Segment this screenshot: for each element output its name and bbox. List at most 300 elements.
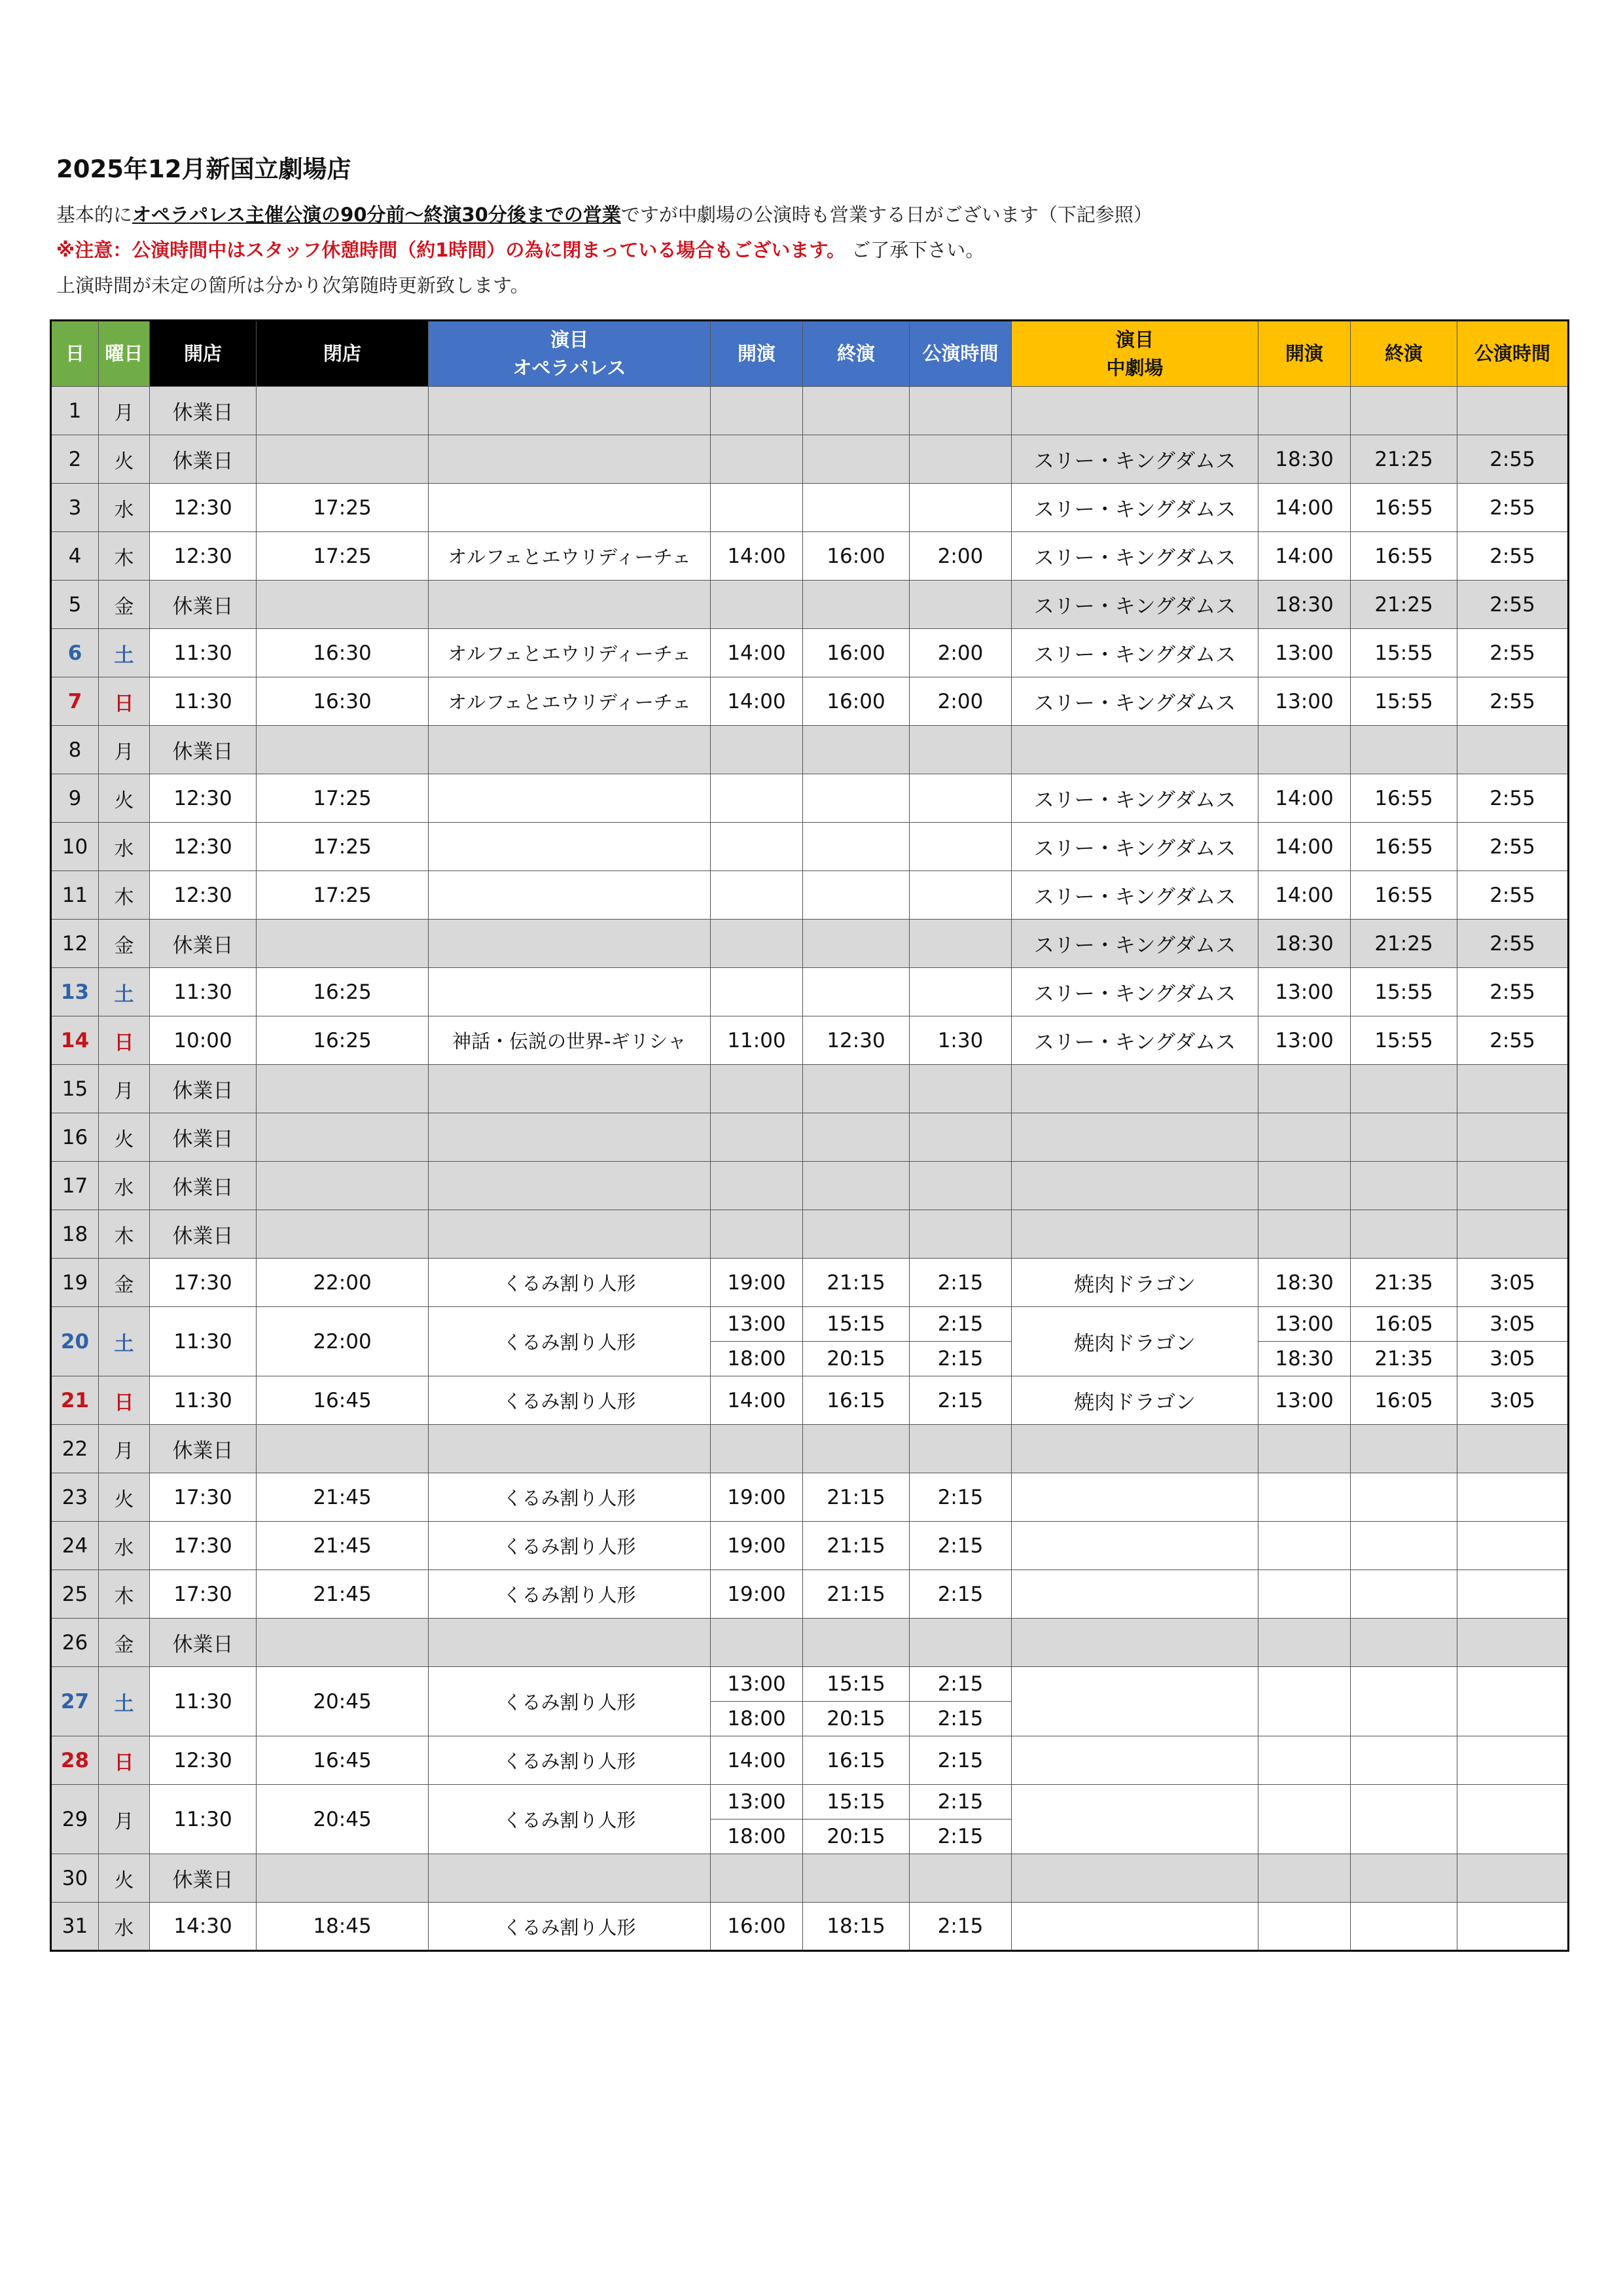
middle-end-cell	[1351, 1425, 1457, 1473]
opera-duration-cell	[910, 968, 1012, 1016]
opera-end-cell: 16:15	[803, 1736, 910, 1785]
middle-start-cell	[1258, 1785, 1351, 1854]
middle-start-cell	[1258, 1570, 1351, 1619]
middle-start-cell	[1258, 1667, 1351, 1736]
middle-program-cell: スリー・キングダムス	[1012, 871, 1258, 920]
close-time-cell: 17:25	[257, 823, 429, 871]
middle-start-cell	[1258, 1425, 1351, 1473]
header-middle-start: 開演	[1258, 321, 1351, 387]
middle-end-cell	[1351, 1570, 1457, 1619]
opera-end-cell	[803, 920, 910, 968]
weekday-cell: 木	[99, 1570, 150, 1619]
weekday-cell: 水	[99, 823, 150, 871]
middle-program-cell	[1012, 1903, 1258, 1951]
middle-program-cell: 焼肉ドラゴン	[1012, 1259, 1258, 1307]
table-row	[51, 1259, 1569, 1307]
opera-program-cell	[429, 1065, 711, 1113]
middle-duration-cell	[1457, 1903, 1569, 1951]
opera-end-cell	[803, 484, 910, 532]
table-row	[51, 1210, 1569, 1259]
opera-start-cell	[711, 920, 803, 968]
middle-start-cell: 13:00	[1258, 968, 1351, 1016]
table-row	[51, 1903, 1569, 1951]
opera-program-cell: くるみ割り人形	[429, 1259, 711, 1307]
middle-end-cell: 21:35	[1351, 1259, 1457, 1307]
table-row	[51, 968, 1569, 1016]
page-title: 2025年12月新国立劇場店	[56, 155, 351, 183]
day-cell: 18	[51, 1210, 99, 1259]
day-cell: 29	[51, 1785, 99, 1854]
middle-program-cell	[1012, 1785, 1258, 1854]
open-time-cell: 休業日	[150, 1425, 257, 1473]
opera-duration-cell: 2:15	[910, 1702, 1012, 1736]
opera-program-cell	[429, 484, 711, 532]
middle-duration-cell	[1457, 1667, 1569, 1736]
opera-start-cell: 11:00	[711, 1016, 803, 1065]
close-time-cell	[257, 726, 429, 774]
middle-duration-cell	[1457, 1473, 1569, 1522]
middle-duration-cell	[1457, 1113, 1569, 1162]
close-time-cell	[257, 387, 429, 435]
middle-start-cell: 13:00	[1258, 629, 1351, 677]
table-row	[51, 629, 1569, 677]
note-emphasis: オペラパレス主催公演の90分前～終演30分後までの営業	[132, 204, 621, 226]
day-cell: 27	[51, 1667, 99, 1736]
middle-program-cell: スリー・キングダムス	[1012, 968, 1258, 1016]
opera-start-cell: 13:00	[711, 1307, 803, 1342]
middle-duration-cell: 3:05	[1457, 1307, 1569, 1342]
opera-start-cell: 16:00	[711, 1903, 803, 1951]
weekday-cell: 木	[99, 871, 150, 920]
middle-end-cell: 21:35	[1351, 1342, 1457, 1376]
opera-duration-cell	[910, 387, 1012, 435]
middle-start-cell	[1258, 387, 1351, 435]
open-time-cell: 12:30	[150, 871, 257, 920]
opera-end-cell: 16:00	[803, 677, 910, 726]
opera-duration-cell	[910, 1113, 1012, 1162]
open-time-cell: 12:30	[150, 774, 257, 823]
middle-end-cell	[1351, 1785, 1457, 1854]
table-row	[51, 1162, 1569, 1210]
middle-start-cell: 13:00	[1258, 1376, 1351, 1425]
note-update: 上演時間が未定の箇所は分かり次第随時更新致します。	[56, 274, 529, 296]
opera-start-cell: 13:00	[711, 1785, 803, 1820]
middle-program-cell	[1012, 1210, 1258, 1259]
opera-start-cell: 19:00	[711, 1570, 803, 1619]
middle-duration-cell: 2:55	[1457, 871, 1569, 920]
middle-start-cell	[1258, 1619, 1351, 1667]
header-middle-program	[1012, 321, 1258, 387]
opera-duration-cell: 1:30	[910, 1016, 1012, 1065]
opera-program-cell	[429, 726, 711, 774]
close-time-cell	[257, 1619, 429, 1667]
opera-program-cell	[429, 387, 711, 435]
open-time-cell: 休業日	[150, 726, 257, 774]
header-middle-program-line2: 中劇場	[1106, 356, 1164, 379]
middle-program-cell	[1012, 726, 1258, 774]
opera-end-cell: 21:15	[803, 1259, 910, 1307]
weekday-cell: 日	[99, 677, 150, 726]
middle-end-cell: 15:55	[1351, 968, 1457, 1016]
opera-duration-cell: 2:15	[910, 1903, 1012, 1951]
middle-program-cell	[1012, 1113, 1258, 1162]
opera-duration-cell: 2:15	[910, 1785, 1012, 1820]
opera-duration-cell	[910, 581, 1012, 629]
opera-start-cell	[711, 1854, 803, 1903]
middle-duration-cell: 2:55	[1457, 677, 1569, 726]
opera-program-cell	[429, 968, 711, 1016]
table-row	[51, 1307, 1569, 1342]
open-time-cell: 17:30	[150, 1522, 257, 1570]
middle-end-cell	[1351, 726, 1457, 774]
opera-end-cell	[803, 435, 910, 484]
middle-start-cell	[1258, 1736, 1351, 1785]
close-time-cell	[257, 920, 429, 968]
opera-start-cell	[711, 1113, 803, 1162]
middle-program-cell: スリー・キングダムス	[1012, 1016, 1258, 1065]
day-cell: 28	[51, 1736, 99, 1785]
middle-start-cell: 14:00	[1258, 484, 1351, 532]
day-cell: 20	[51, 1307, 99, 1376]
opera-start-cell: 19:00	[711, 1473, 803, 1522]
middle-duration-cell: 2:55	[1457, 920, 1569, 968]
day-cell: 15	[51, 1065, 99, 1113]
open-time-cell: 休業日	[150, 581, 257, 629]
middle-program-cell: スリー・キングダムス	[1012, 581, 1258, 629]
opera-start-cell	[711, 871, 803, 920]
day-cell: 23	[51, 1473, 99, 1522]
opera-start-cell	[711, 1425, 803, 1473]
caution-text: ※注意：公演時間中はスタッフ休憩時間（約1時間）の為に閉まっている場合もございます。	[56, 239, 846, 261]
opera-end-cell	[803, 1210, 910, 1259]
middle-end-cell	[1351, 1113, 1457, 1162]
middle-end-cell	[1351, 1854, 1457, 1903]
note-caution	[56, 236, 984, 262]
opera-duration-cell	[910, 1065, 1012, 1113]
day-cell: 12	[51, 920, 99, 968]
opera-duration-cell: 2:15	[910, 1570, 1012, 1619]
open-time-cell: 休業日	[150, 1162, 257, 1210]
day-cell: 4	[51, 532, 99, 581]
opera-program-cell: くるみ割り人形	[429, 1522, 711, 1570]
opera-start-cell	[711, 726, 803, 774]
weekday-cell: 水	[99, 1162, 150, 1210]
opera-duration-cell	[910, 1425, 1012, 1473]
close-time-cell	[257, 1854, 429, 1903]
opera-duration-cell	[910, 871, 1012, 920]
day-cell: 21	[51, 1376, 99, 1425]
table-row	[51, 1376, 1569, 1425]
weekday-cell: 木	[99, 1210, 150, 1259]
middle-end-cell	[1351, 1736, 1457, 1785]
middle-end-cell: 16:55	[1351, 532, 1457, 581]
header-middle-program-line1: 演目	[1115, 329, 1154, 351]
opera-end-cell: 15:15	[803, 1667, 910, 1702]
opera-start-cell	[711, 484, 803, 532]
middle-start-cell	[1258, 1113, 1351, 1162]
close-time-cell	[257, 1065, 429, 1113]
open-time-cell: 11:30	[150, 629, 257, 677]
header-opera-program-line2: オペラパレス	[512, 356, 626, 379]
opera-end-cell: 15:15	[803, 1785, 910, 1820]
middle-duration-cell: 3:05	[1457, 1259, 1569, 1307]
close-time-cell: 17:25	[257, 774, 429, 823]
opera-duration-cell	[910, 726, 1012, 774]
opera-end-cell: 21:15	[803, 1570, 910, 1619]
open-time-cell: 17:30	[150, 1570, 257, 1619]
middle-duration-cell: 2:55	[1457, 629, 1569, 677]
table-header	[51, 321, 1569, 387]
opera-start-cell	[711, 581, 803, 629]
middle-duration-cell	[1457, 1619, 1569, 1667]
middle-end-cell: 16:05	[1351, 1307, 1457, 1342]
middle-program-cell: スリー・キングダムス	[1012, 823, 1258, 871]
weekday-cell: 土	[99, 968, 150, 1016]
middle-start-cell	[1258, 1854, 1351, 1903]
middle-program-cell	[1012, 1162, 1258, 1210]
table-row	[51, 823, 1569, 871]
middle-start-cell: 14:00	[1258, 871, 1351, 920]
weekday-cell: 金	[99, 581, 150, 629]
weekday-cell: 水	[99, 1522, 150, 1570]
close-time-cell: 16:45	[257, 1736, 429, 1785]
middle-start-cell	[1258, 726, 1351, 774]
opera-program-cell: くるみ割り人形	[429, 1307, 711, 1376]
opera-start-cell: 14:00	[711, 532, 803, 581]
middle-duration-cell	[1457, 387, 1569, 435]
table-row	[51, 726, 1569, 774]
open-time-cell: 17:30	[150, 1473, 257, 1522]
middle-end-cell	[1351, 1162, 1457, 1210]
open-time-cell: 11:30	[150, 677, 257, 726]
weekday-cell: 水	[99, 484, 150, 532]
opera-program-cell: くるみ割り人形	[429, 1376, 711, 1425]
opera-duration-cell	[910, 1162, 1012, 1210]
opera-start-cell: 18:00	[711, 1820, 803, 1854]
open-time-cell: 休業日	[150, 1619, 257, 1667]
table-row	[51, 1619, 1569, 1667]
opera-duration-cell: 2:15	[910, 1259, 1012, 1307]
opera-end-cell: 20:15	[803, 1820, 910, 1854]
opera-end-cell: 21:15	[803, 1473, 910, 1522]
header-middle-end: 終演	[1351, 321, 1457, 387]
weekday-cell: 金	[99, 1619, 150, 1667]
opera-end-cell: 20:15	[803, 1342, 910, 1376]
opera-duration-cell: 2:15	[910, 1736, 1012, 1785]
middle-start-cell	[1258, 1473, 1351, 1522]
middle-end-cell: 15:55	[1351, 677, 1457, 726]
close-time-cell: 21:45	[257, 1522, 429, 1570]
middle-program-cell	[1012, 1522, 1258, 1570]
close-time-cell: 16:25	[257, 968, 429, 1016]
day-cell: 22	[51, 1425, 99, 1473]
middle-end-cell: 16:55	[1351, 823, 1457, 871]
note-text: ご了承下さい。	[846, 239, 985, 261]
weekday-cell: 月	[99, 387, 150, 435]
opera-duration-cell: 2:15	[910, 1522, 1012, 1570]
middle-end-cell: 16:55	[1351, 774, 1457, 823]
opera-end-cell	[803, 1162, 910, 1210]
middle-end-cell: 15:55	[1351, 629, 1457, 677]
middle-start-cell: 18:30	[1258, 435, 1351, 484]
schedule-table	[50, 319, 1569, 1952]
middle-start-cell: 14:00	[1258, 774, 1351, 823]
middle-start-cell: 13:00	[1258, 677, 1351, 726]
close-time-cell: 21:45	[257, 1570, 429, 1619]
close-time-cell	[257, 435, 429, 484]
header-opera-end: 終演	[803, 321, 910, 387]
weekday-cell: 金	[99, 1259, 150, 1307]
open-time-cell: 17:30	[150, 1259, 257, 1307]
opera-start-cell: 13:00	[711, 1667, 803, 1702]
day-cell: 6	[51, 629, 99, 677]
opera-duration-cell	[910, 1210, 1012, 1259]
middle-program-cell	[1012, 1065, 1258, 1113]
day-cell: 25	[51, 1570, 99, 1619]
middle-program-cell: スリー・キングダムス	[1012, 484, 1258, 532]
middle-duration-cell	[1457, 1162, 1569, 1210]
middle-duration-cell: 3:05	[1457, 1342, 1569, 1376]
middle-end-cell	[1351, 1473, 1457, 1522]
middle-duration-cell	[1457, 726, 1569, 774]
middle-end-cell	[1351, 1522, 1457, 1570]
opera-duration-cell: 2:15	[910, 1667, 1012, 1702]
middle-duration-cell: 2:55	[1457, 484, 1569, 532]
middle-duration-cell: 2:55	[1457, 581, 1569, 629]
middle-duration-cell: 2:55	[1457, 968, 1569, 1016]
weekday-cell: 土	[99, 1307, 150, 1376]
close-time-cell: 17:25	[257, 871, 429, 920]
opera-start-cell: 19:00	[711, 1522, 803, 1570]
opera-end-cell	[803, 1619, 910, 1667]
opera-program-cell: くるみ割り人形	[429, 1570, 711, 1619]
opera-program-cell	[429, 1113, 711, 1162]
middle-program-cell	[1012, 1619, 1258, 1667]
header-middle-duration: 公演時間	[1457, 321, 1569, 387]
table-row	[51, 1522, 1569, 1570]
opera-start-cell	[711, 1162, 803, 1210]
day-cell: 31	[51, 1903, 99, 1951]
opera-start-cell: 14:00	[711, 1736, 803, 1785]
day-cell: 8	[51, 726, 99, 774]
table-row	[51, 532, 1569, 581]
close-time-cell: 22:00	[257, 1307, 429, 1376]
opera-end-cell	[803, 1425, 910, 1473]
weekday-cell: 金	[99, 920, 150, 968]
open-time-cell: 14:30	[150, 1903, 257, 1951]
table-row	[51, 871, 1569, 920]
middle-end-cell: 21:25	[1351, 920, 1457, 968]
opera-duration-cell: 2:15	[910, 1820, 1012, 1854]
opera-start-cell	[711, 1619, 803, 1667]
middle-start-cell: 13:00	[1258, 1307, 1351, 1342]
opera-program-cell	[429, 871, 711, 920]
middle-start-cell: 18:30	[1258, 1259, 1351, 1307]
day-cell: 30	[51, 1854, 99, 1903]
opera-duration-cell	[910, 920, 1012, 968]
close-time-cell: 22:00	[257, 1259, 429, 1307]
table-row	[51, 1473, 1569, 1522]
table-row	[51, 1425, 1569, 1473]
opera-duration-cell: 2:15	[910, 1376, 1012, 1425]
middle-start-cell: 14:00	[1258, 532, 1351, 581]
opera-program-cell	[429, 1425, 711, 1473]
opera-start-cell: 18:00	[711, 1702, 803, 1736]
table-row	[51, 1736, 1569, 1785]
header-opera-program	[429, 321, 711, 387]
opera-program-cell: くるみ割り人形	[429, 1667, 711, 1736]
middle-start-cell	[1258, 1065, 1351, 1113]
open-time-cell: 休業日	[150, 920, 257, 968]
weekday-cell: 火	[99, 774, 150, 823]
close-time-cell: 20:45	[257, 1667, 429, 1736]
weekday-cell: 月	[99, 1425, 150, 1473]
open-time-cell: 12:30	[150, 532, 257, 581]
weekday-cell: 火	[99, 1473, 150, 1522]
note-text: ですが中劇場の公演時も営業する日がございます（下記参照）	[620, 204, 1152, 226]
opera-start-cell	[711, 387, 803, 435]
table-row	[51, 484, 1569, 532]
opera-program-cell	[429, 435, 711, 484]
day-cell: 3	[51, 484, 99, 532]
weekday-cell: 土	[99, 1667, 150, 1736]
open-time-cell: 11:30	[150, 1785, 257, 1854]
weekday-cell: 火	[99, 1854, 150, 1903]
opera-start-cell: 19:00	[711, 1259, 803, 1307]
opera-program-cell: オルフェとエウリディーチェ	[429, 629, 711, 677]
opera-start-cell	[711, 968, 803, 1016]
middle-duration-cell: 2:55	[1457, 532, 1569, 581]
table-row	[51, 581, 1569, 629]
middle-start-cell: 18:30	[1258, 1342, 1351, 1376]
header-weekday: 曜日	[99, 321, 150, 387]
middle-start-cell: 13:00	[1258, 1016, 1351, 1065]
day-cell: 13	[51, 968, 99, 1016]
close-time-cell: 16:30	[257, 677, 429, 726]
opera-start-cell	[711, 1065, 803, 1113]
opera-end-cell: 16:00	[803, 629, 910, 677]
opera-end-cell	[803, 1854, 910, 1903]
header-opera-duration: 公演時間	[910, 321, 1012, 387]
note-business-hours	[56, 200, 1152, 227]
middle-duration-cell	[1457, 1785, 1569, 1854]
opera-program-cell	[429, 920, 711, 968]
middle-duration-cell: 2:55	[1457, 435, 1569, 484]
close-time-cell: 16:45	[257, 1376, 429, 1425]
open-time-cell: 休業日	[150, 1113, 257, 1162]
middle-start-cell: 18:30	[1258, 581, 1351, 629]
opera-end-cell: 21:15	[803, 1522, 910, 1570]
weekday-cell: 月	[99, 726, 150, 774]
table-row	[51, 387, 1569, 435]
middle-duration-cell	[1457, 1570, 1569, 1619]
header-close: 閉店	[257, 321, 429, 387]
opera-end-cell: 16:00	[803, 532, 910, 581]
close-time-cell	[257, 1210, 429, 1259]
opera-program-cell	[429, 1210, 711, 1259]
table-row	[51, 1854, 1569, 1903]
middle-end-cell	[1351, 1667, 1457, 1736]
weekday-cell: 日	[99, 1016, 150, 1065]
middle-program-cell: 焼肉ドラゴン	[1012, 1307, 1258, 1376]
weekday-cell: 水	[99, 1903, 150, 1951]
opera-end-cell	[803, 1065, 910, 1113]
opera-duration-cell	[910, 435, 1012, 484]
middle-program-cell: スリー・キングダムス	[1012, 532, 1258, 581]
middle-start-cell	[1258, 1903, 1351, 1951]
opera-duration-cell: 2:00	[910, 532, 1012, 581]
weekday-cell: 土	[99, 629, 150, 677]
